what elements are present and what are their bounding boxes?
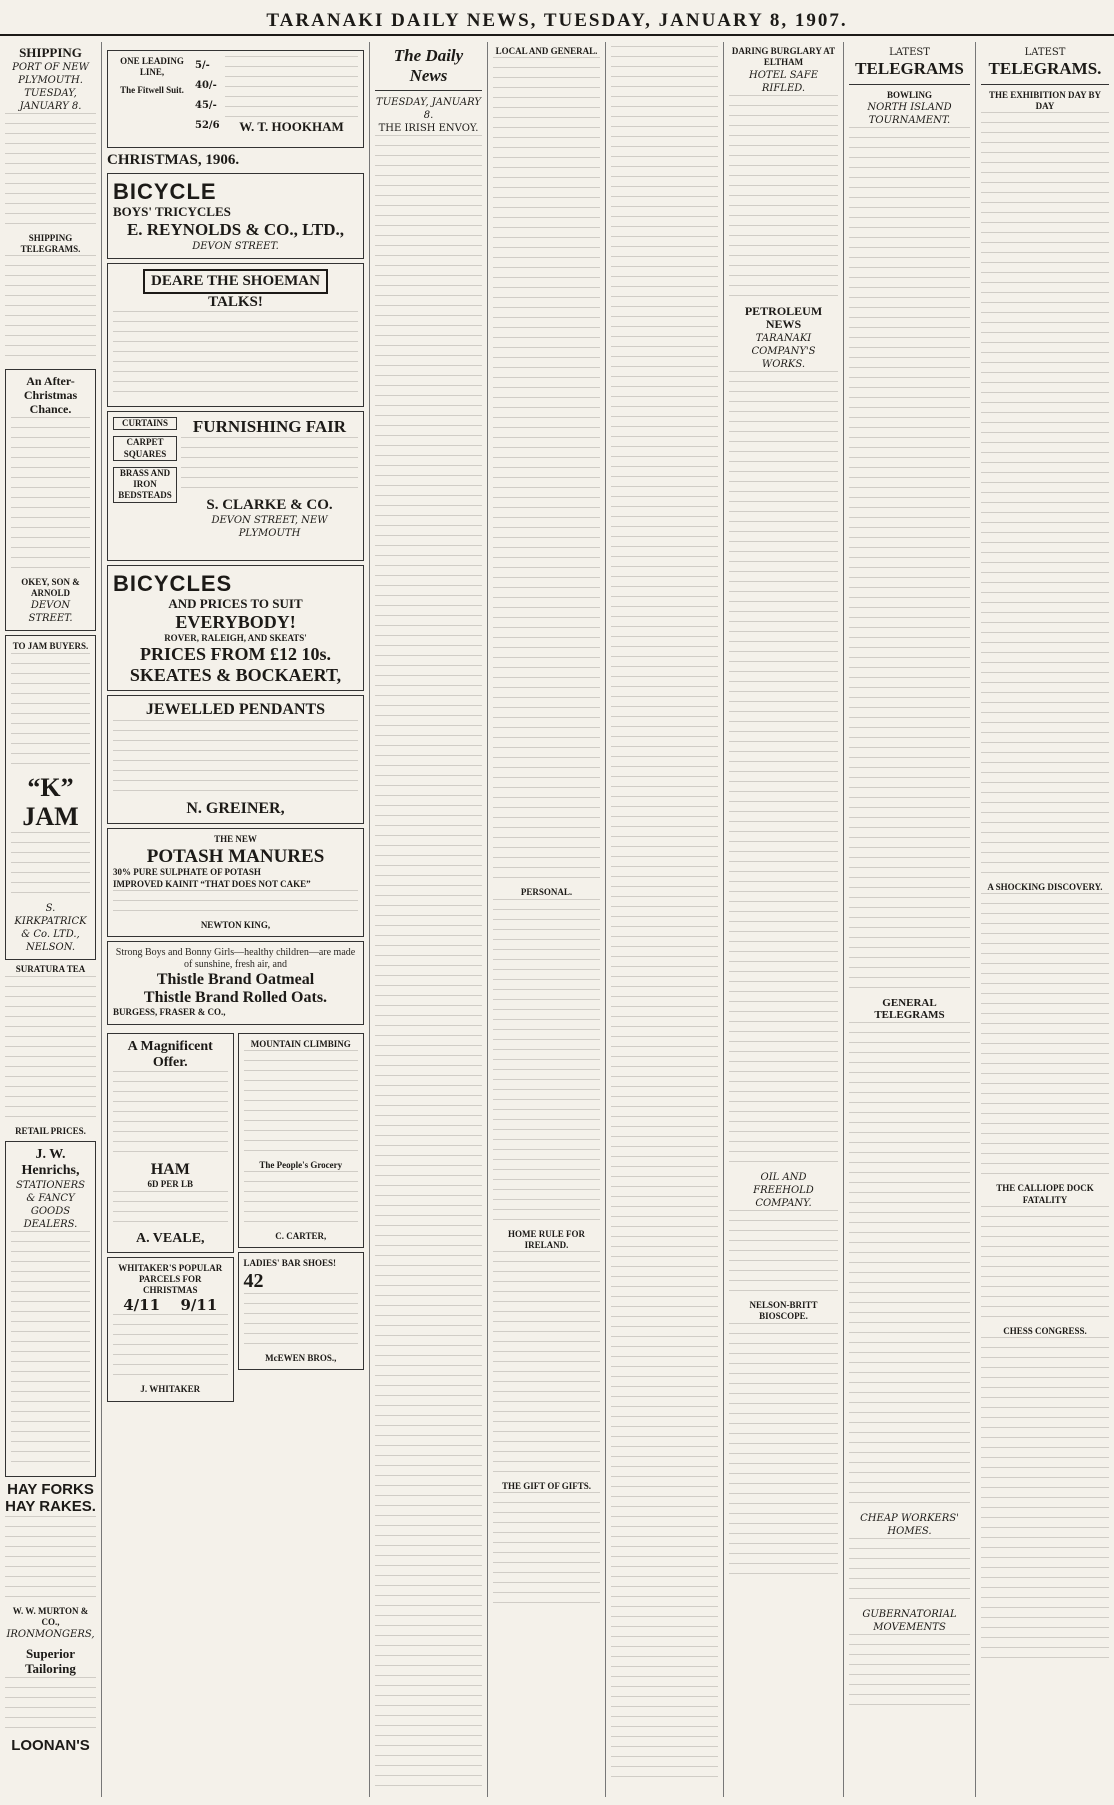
thistle-oatmeal: Thistle Brand Oatmeal bbox=[156, 970, 315, 988]
divider bbox=[849, 84, 970, 85]
tea-prices-title: RETAIL PRICES. bbox=[15, 1125, 86, 1136]
divider bbox=[375, 90, 482, 91]
hookham-price: 52/6 bbox=[195, 120, 220, 131]
hay-body bbox=[5, 1516, 96, 1606]
column-telegrams-2 bbox=[976, 42, 1114, 1797]
shipping-body bbox=[5, 113, 96, 233]
column-editorial bbox=[370, 42, 488, 1797]
movements-body bbox=[849, 1634, 970, 1714]
clarke-street: DEVON STREET, NEW PLYMOUTH bbox=[211, 515, 328, 540]
whitaker-ad bbox=[107, 1257, 234, 1402]
hookham-name: W. T. HOOKHAM bbox=[239, 119, 344, 134]
reynolds-ad bbox=[107, 173, 364, 258]
potash-ad bbox=[107, 828, 364, 937]
carter-grocery: The People's Grocery bbox=[259, 1159, 343, 1170]
burglary-title: DARING BURGLARY AT ELTHAM bbox=[731, 46, 836, 68]
tailoring-firm: LOONAN'S bbox=[11, 1736, 90, 1754]
bowling-title: BOWLING bbox=[886, 89, 932, 100]
lower-ads-right bbox=[238, 1029, 365, 1406]
potash-line-1: 30% PURE SULPHATE OF POTASH bbox=[113, 867, 261, 878]
henrichs-name: J. W. Henrichs, bbox=[21, 1146, 80, 1178]
after-christmas-title: An After-Christmas Chance. bbox=[23, 374, 78, 417]
potash-title-2: POTASH MANURES bbox=[146, 845, 325, 867]
jam-body bbox=[11, 653, 90, 773]
pendants-ad bbox=[107, 695, 364, 824]
tailoring-body bbox=[5, 1677, 96, 1737]
hookham-prices bbox=[195, 56, 221, 142]
veale-ad bbox=[107, 1033, 234, 1253]
petroleum-body bbox=[729, 371, 838, 1171]
reynolds-bicycle: BICYCLE bbox=[113, 179, 217, 205]
hookham-right bbox=[225, 56, 358, 142]
reynolds-firm: E. REYNOLDS & CO., LTD., bbox=[126, 220, 345, 240]
personal-title: PERSONAL. bbox=[520, 887, 573, 898]
gift-body bbox=[493, 1492, 600, 1612]
bicycles-line-1: AND PRICES TO SUIT bbox=[168, 596, 303, 612]
clarke-item: CURTAINS bbox=[113, 417, 177, 430]
ladies-title: LADIES' BAR SHOES! bbox=[243, 1258, 337, 1269]
veale-body-2 bbox=[113, 1191, 228, 1231]
okey-street: DEVON STREET. bbox=[28, 600, 73, 625]
column-shipping bbox=[0, 42, 102, 1797]
jam-brand: “K” JAM bbox=[22, 772, 79, 832]
chess-title: CHESS CONGRESS. bbox=[1003, 1325, 1087, 1336]
home-rule-title: HOME RULE FOR IRELAND. bbox=[507, 1228, 585, 1250]
hay-rakes: HAY RAKES. bbox=[5, 1498, 96, 1516]
gift-title: THE GIFT OF GIFTS. bbox=[501, 1481, 592, 1491]
carter-title: MOUNTAIN CLIMBING bbox=[250, 1038, 351, 1049]
pendants-body bbox=[113, 720, 358, 800]
thistle-firm: BURGESS, FRASER & CO., bbox=[113, 1007, 226, 1018]
shipping-telegrams-title: SHIPPING TELEGRAMS. bbox=[20, 232, 81, 255]
fatality-body bbox=[981, 1206, 1109, 1326]
exhibition-body bbox=[981, 112, 1109, 882]
ladies-ad bbox=[238, 1252, 365, 1370]
thistle-oats: Thistle Brand Rolled Oats. bbox=[143, 989, 328, 1007]
clarke-main bbox=[181, 417, 358, 555]
potash-line-2: IMPROVED KAINIT “THAT DOES NOT CAKE” bbox=[113, 878, 311, 889]
henrichs-desc: STATIONERS & FANCY GOODS DEALERS. bbox=[16, 1180, 85, 1231]
masthead bbox=[0, 8, 1114, 36]
shoeman-title: DEARE THE SHOEMAN bbox=[143, 269, 328, 294]
murton-name: W. W. MURTON & CO., bbox=[12, 1605, 89, 1627]
jam-maker: S. KIRKPATRICK & Co. LTD., NELSON. bbox=[14, 903, 87, 954]
column-burglary bbox=[724, 42, 844, 1797]
bicycles-firm: SKEATES & BOCKAERT, bbox=[129, 664, 342, 685]
general-telegrams-body bbox=[849, 1022, 970, 1512]
veale-price: 6D PER LB bbox=[147, 1179, 193, 1190]
thistle-ad bbox=[107, 941, 364, 1025]
veale-body bbox=[113, 1071, 228, 1161]
jam-body-2 bbox=[11, 832, 90, 902]
whitaker-price: 4/11 bbox=[123, 1296, 161, 1315]
shocking-body bbox=[981, 893, 1109, 1183]
lower-ads bbox=[107, 1029, 364, 1406]
clarke-ad bbox=[107, 411, 364, 561]
telegrams2-title: TELEGRAMS. bbox=[988, 59, 1102, 78]
column-local bbox=[488, 42, 606, 1797]
whitaker-body bbox=[113, 1314, 228, 1384]
clarke-items bbox=[113, 417, 177, 555]
bioscope-title: NELSON-BRITT BIOSCOPE. bbox=[749, 1300, 818, 1322]
thistle-intro: Strong Boys and Bonny Girls—healthy children—are made of sunshine, fresh air, and bbox=[115, 947, 356, 970]
bioscope-body bbox=[729, 1323, 838, 1583]
exhibition-title: THE EXHIBITION DAY BY DAY bbox=[988, 89, 1102, 111]
editorial-body bbox=[375, 135, 482, 1795]
hookham-price: 5/- bbox=[195, 60, 210, 71]
reynolds-trikes: BOYS' TRICYCLES bbox=[113, 204, 231, 220]
pendants-firm: N. GREINER, bbox=[186, 799, 285, 817]
tailoring-title: Superior Tailoring bbox=[25, 1646, 76, 1676]
oil-freehold: OIL AND FREEHOLD COMPANY. bbox=[753, 1172, 814, 1210]
oil-body bbox=[729, 1210, 838, 1300]
veale-name: A. VEALE, bbox=[135, 1230, 205, 1246]
chess-body bbox=[981, 1337, 1109, 1667]
lower-ads-left bbox=[107, 1029, 234, 1406]
clarke-body bbox=[181, 437, 358, 497]
shipping-telegrams-body bbox=[5, 255, 96, 365]
carter-body-2 bbox=[244, 1171, 359, 1231]
column-ads bbox=[102, 42, 370, 1797]
hookham-body bbox=[225, 56, 358, 120]
henrichs-ad bbox=[5, 1141, 96, 1477]
carter-ad bbox=[238, 1033, 365, 1249]
local-body-2 bbox=[611, 46, 718, 1786]
potash-firm: NEWTON KING, bbox=[200, 919, 271, 930]
column-local-2 bbox=[606, 42, 724, 1797]
okey-firm: OKEY, SON & ARNOLD bbox=[21, 576, 80, 599]
local-body bbox=[493, 57, 600, 887]
general-telegrams-title: GENERAL TELEGRAMS bbox=[874, 996, 945, 1022]
burglary-sub: HOTEL SAFE RIFLED. bbox=[748, 69, 819, 94]
hookham-left bbox=[113, 56, 191, 142]
pendants-title: JEWELLED PENDANTS bbox=[145, 701, 326, 719]
fatality-title: THE CALLIOPE DOCK FATALITY bbox=[996, 1183, 1094, 1205]
cheap-homes-body bbox=[849, 1538, 970, 1608]
henrichs-body bbox=[11, 1231, 90, 1471]
tea-heading: SURATURA TEA bbox=[15, 964, 86, 975]
shipping-port: PORT OF NEW PLYMOUTH. bbox=[12, 61, 89, 86]
shoeman-talks: TALKS! bbox=[208, 293, 263, 310]
daily-news-title: The Daily News bbox=[393, 46, 464, 85]
ladies-price: 42 bbox=[243, 1269, 264, 1292]
local-title: LOCAL AND GENERAL. bbox=[495, 46, 598, 56]
hookham-line-2: LINE, bbox=[139, 67, 165, 78]
daily-news-date: TUESDAY, JANUARY 8. bbox=[376, 97, 481, 122]
potash-title-1: THE NEW bbox=[214, 834, 257, 845]
bicycles-ad bbox=[107, 565, 364, 691]
editorial-heading: THE IRISH ENVOY. bbox=[378, 123, 479, 135]
home-rule-body bbox=[493, 1251, 600, 1481]
clarke-item: CARPET SQUARES bbox=[113, 436, 177, 461]
potash-body bbox=[113, 890, 358, 920]
tea-body bbox=[5, 976, 96, 1126]
veale-ham: HAM bbox=[150, 1160, 190, 1178]
hookham-ad bbox=[107, 50, 364, 148]
after-christmas-ad bbox=[5, 369, 96, 631]
whitaker-title: WHITAKER'S POPULAR PARCELS FOR CHRISTMAS bbox=[118, 1262, 223, 1296]
bicycles-title: BICYCLES bbox=[113, 571, 233, 597]
shoeman-ad bbox=[107, 263, 364, 408]
whitaker-prices bbox=[113, 1296, 228, 1314]
whitaker-name: J. WHITAKER bbox=[140, 1384, 201, 1395]
bowling-body bbox=[849, 127, 970, 997]
ladies-firm: McEWEN BROS., bbox=[265, 1352, 337, 1363]
bowling-tournament: NORTH ISLAND TOURNAMENT. bbox=[867, 101, 952, 126]
hookham-price: 40/- bbox=[195, 80, 217, 91]
personal-body bbox=[493, 899, 600, 1229]
cheap-homes-title: CHEAP WORKERS' HOMES. bbox=[860, 1513, 959, 1538]
shoeman-body bbox=[113, 311, 358, 401]
hay-forks: HAY FORKS bbox=[7, 1481, 94, 1499]
column-telegrams bbox=[844, 42, 976, 1797]
bicycles-brands: ROVER, RALEIGH, AND SKEATS' bbox=[164, 632, 307, 643]
reynolds-street: DEVON STREET. bbox=[192, 240, 279, 252]
shipping-date: TUESDAY, JANUARY 8. bbox=[19, 87, 82, 112]
burglary-body bbox=[729, 95, 838, 305]
whitaker-price: 9/11 bbox=[180, 1296, 218, 1315]
telegrams-title: TELEGRAMS bbox=[855, 59, 964, 78]
hookham-price: 45/- bbox=[195, 100, 217, 111]
masthead-text: TARANAKI DAILY NEWS, TUESDAY, JANUARY 8, 1907. bbox=[266, 10, 848, 31]
hookham-line-1: ONE LEADING bbox=[120, 56, 184, 66]
ladies-body bbox=[244, 1293, 359, 1353]
shocking-title: A SHOCKING DISCOVERY. bbox=[987, 882, 1103, 893]
hookham-suit: The Fitwell Suit. bbox=[120, 84, 184, 95]
clarke-firm: S. CLARKE & CO. bbox=[206, 496, 333, 513]
bicycles-prices: PRICES FROM £12 10s. bbox=[139, 644, 331, 665]
telegrams2-latest: LATEST bbox=[1024, 47, 1066, 58]
after-christmas-body bbox=[11, 417, 90, 577]
taranaki-works: TARANAKI COMPANY'S WORKS. bbox=[751, 333, 816, 371]
bicycles-line-2: EVERYBODY! bbox=[175, 612, 296, 633]
clarke-item: BRASS AND IRON BEDSTEADS bbox=[113, 467, 177, 503]
divider bbox=[981, 84, 1109, 85]
clarke-title: FURNISHING FAIR bbox=[192, 417, 347, 437]
carter-body bbox=[244, 1050, 359, 1160]
christmas-heading: CHRISTMAS, 1906. bbox=[107, 152, 240, 168]
movements-title: GUBERNATORIAL MOVEMENTS bbox=[862, 1609, 957, 1634]
shipping-title: SHIPPING bbox=[19, 45, 82, 60]
veale-title: A Magnificent Offer. bbox=[127, 1038, 213, 1070]
carter-name: C. CARTER, bbox=[275, 1231, 327, 1242]
telegrams-latest: LATEST bbox=[889, 47, 930, 58]
jam-heading: TO JAM BUYERS. bbox=[12, 641, 89, 652]
jam-ad bbox=[5, 635, 96, 960]
murton-desc: IRONMONGERS, bbox=[6, 1629, 95, 1641]
petroleum-title: PETROLEUM NEWS bbox=[744, 303, 823, 332]
